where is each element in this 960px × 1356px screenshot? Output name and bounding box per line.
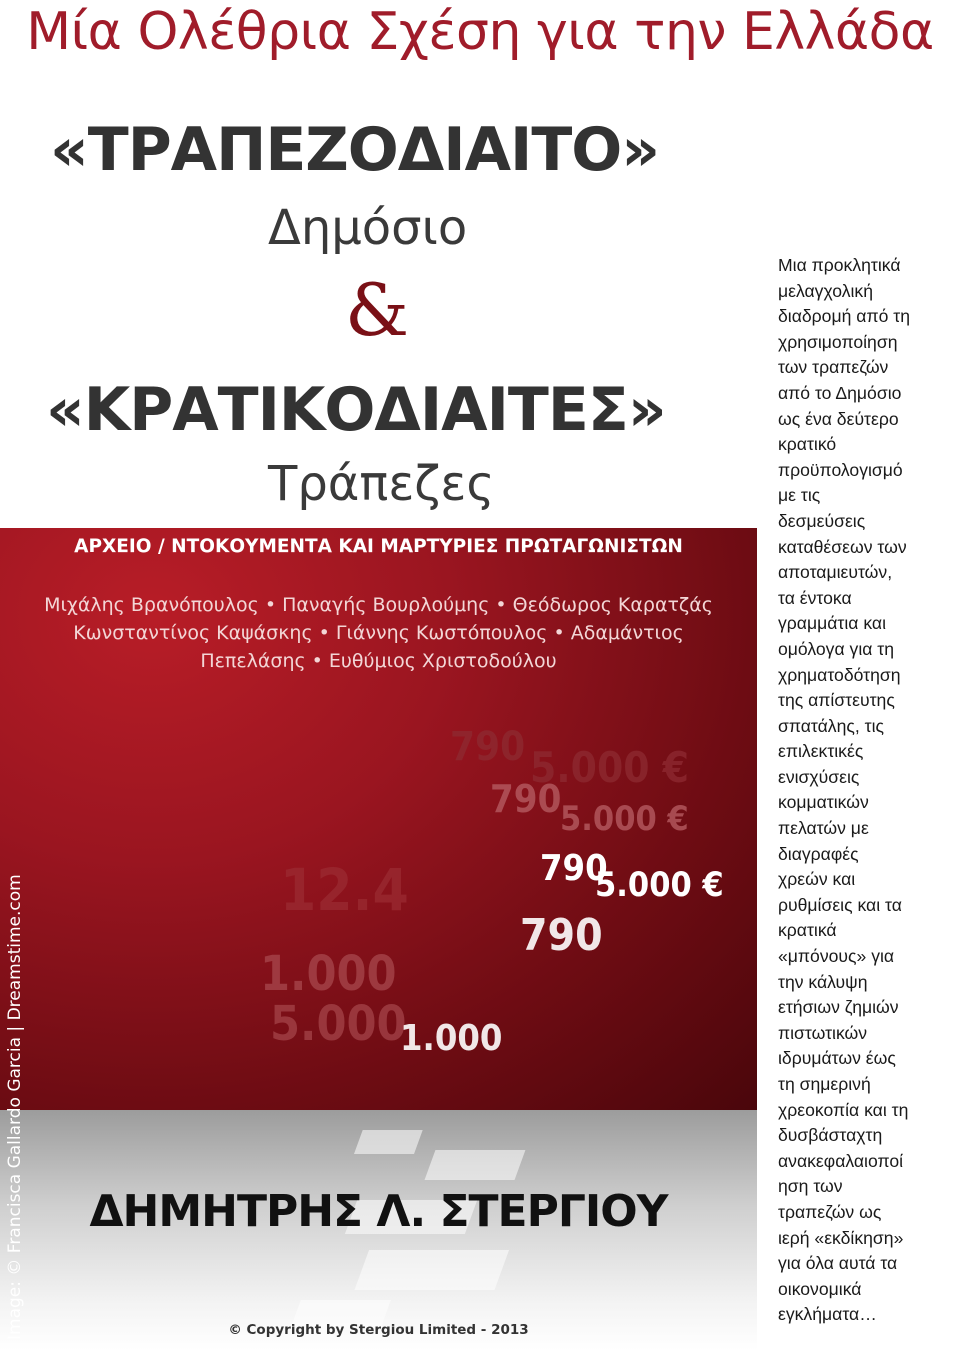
description-line: από το Δημόσιο <box>778 382 902 403</box>
numbers-text: 790 <box>540 848 608 889</box>
description-line: πελατών με <box>778 818 869 839</box>
description-line: ως ένα δεύτερο <box>778 408 899 429</box>
description-line: χρηματοδότηση <box>778 664 901 685</box>
numbers-text: 12.4 <box>280 856 409 924</box>
description-line: χρησιμοποίηση <box>778 331 898 352</box>
description-line: εγκλήματα… <box>778 1304 877 1325</box>
author-name: ΔΗΜΗΤΡΗΣ Λ. ΣΤΕΡΓΙΟΥ <box>89 1186 668 1237</box>
numbers-text: 5.000 € <box>595 865 724 905</box>
description-line: ομόλογα για τη <box>778 638 895 659</box>
description-line: γραμμάτια και <box>778 613 887 634</box>
numbers-text: 1.000 <box>400 1018 503 1059</box>
cover-title-banks: «ΚΡΑΤΙΚΟΔΙΑΙΤΕΣ» <box>46 375 666 445</box>
description-line: δυσβάσταχτη <box>778 1125 883 1146</box>
archive-label: ΑΡΧΕΙΟ / ΝΤΟΚΟΥΜΕΝΤΑ ΚΑΙ ΜΑΡΤΥΡΙΕΣ ΠΡΩΤΑΓΩΝΙΣΤΩΝ <box>74 536 683 557</box>
ampersand-symbol: & <box>345 268 410 352</box>
numbers-text: 5.000 € <box>530 743 689 792</box>
description-line: χρεών και <box>778 869 856 890</box>
description-line: των τραπεζών <box>778 357 889 378</box>
description-line: ηση των <box>778 1176 843 1197</box>
description-line: διαγραφές <box>778 843 859 864</box>
description-line: ετήσιων ζημιών <box>778 997 899 1018</box>
numbers-text: 1.000 <box>260 946 397 1002</box>
numbers-text: 790 <box>490 777 562 821</box>
description-line: την κάλυψη <box>778 971 868 992</box>
numbers-text: 790 <box>450 724 526 770</box>
numbers-text: 790 <box>520 910 603 961</box>
description-line: διαδρομή από τη <box>778 306 910 327</box>
description-line: πιστωτικών <box>778 1022 868 1043</box>
description-line: Μια προκλητικά <box>778 255 901 275</box>
description-line: τα έντοκα <box>778 587 852 608</box>
description-line: ενισχύσεις <box>778 766 860 787</box>
image-credit: Image: © Francisca Gallardo Garcia | Dreamstime.com <box>5 874 25 1340</box>
cover-subtitle-public: Δημόσιο <box>268 200 468 256</box>
description-line: ιδρυμάτων έως <box>778 1048 896 1069</box>
protagonists-line-1: Μιχάλης Βρανόπουλος • Παναγής Βουρλούμης • Θεόδωρος Καρατζάς <box>44 594 713 616</box>
protagonists-line-3: Πεπελάσης • Ευθύμιος Χριστοδούλου <box>200 650 557 672</box>
protagonists-line-2: Κωνσταντίνος Καψάσκης • Γιάννης Κωστόπουλος • Αδαμάντιος <box>73 622 684 644</box>
description-line: σπατάλης, τις <box>778 715 884 736</box>
description-line: αποταμιευτών, <box>778 562 893 583</box>
copyright-notice: © Copyright by Stergiou Limited - 2013 <box>228 1322 529 1338</box>
money-numbers-graphic <box>250 720 757 1110</box>
numbers-text: 5.000 € <box>560 799 689 839</box>
description-line: ανακεφαλαιοποί <box>778 1150 904 1171</box>
description-line: χρεοκοπία και τη <box>778 1099 909 1120</box>
description-line: προϋπολογισμό <box>778 459 903 480</box>
cover-subtitle-banks: Τράπεζες <box>268 456 495 512</box>
cover-title-public: «ΤΡΑΠΕΖΟΔΙΑΙΤΟ» <box>50 115 660 185</box>
description-line: μελαγχολική <box>778 280 873 301</box>
description-line: καταθέσεων των <box>778 536 907 557</box>
description-line: τραπεζών ως <box>778 1201 882 1222</box>
description-line: για όλα αυτά τα <box>778 1253 898 1274</box>
description-line: οικονομικά <box>778 1278 862 1299</box>
description-line: ιερή «εκδίκηση» <box>778 1227 904 1248</box>
description-line: επιλεκτικές <box>778 741 864 762</box>
description-line: «μπόνους» για <box>778 946 895 967</box>
book-description <box>778 253 956 1328</box>
description-line: ρυθμίσεις και τα <box>778 894 902 915</box>
description-line: κρατικά <box>778 920 837 941</box>
description-line: με τις <box>778 485 821 506</box>
page-title: Μία Ολέθρια Σχέση για την Ελλάδα <box>26 2 934 62</box>
description-line: τη σημερινή <box>778 1074 871 1094</box>
description-line: κομματικών <box>778 792 869 813</box>
numbers-text: 5.000 <box>270 996 407 1052</box>
description-line: δεσμεύσεις <box>778 510 866 531</box>
description-line: της απίστευτης <box>778 690 895 711</box>
description-line: κρατικό <box>778 434 837 455</box>
